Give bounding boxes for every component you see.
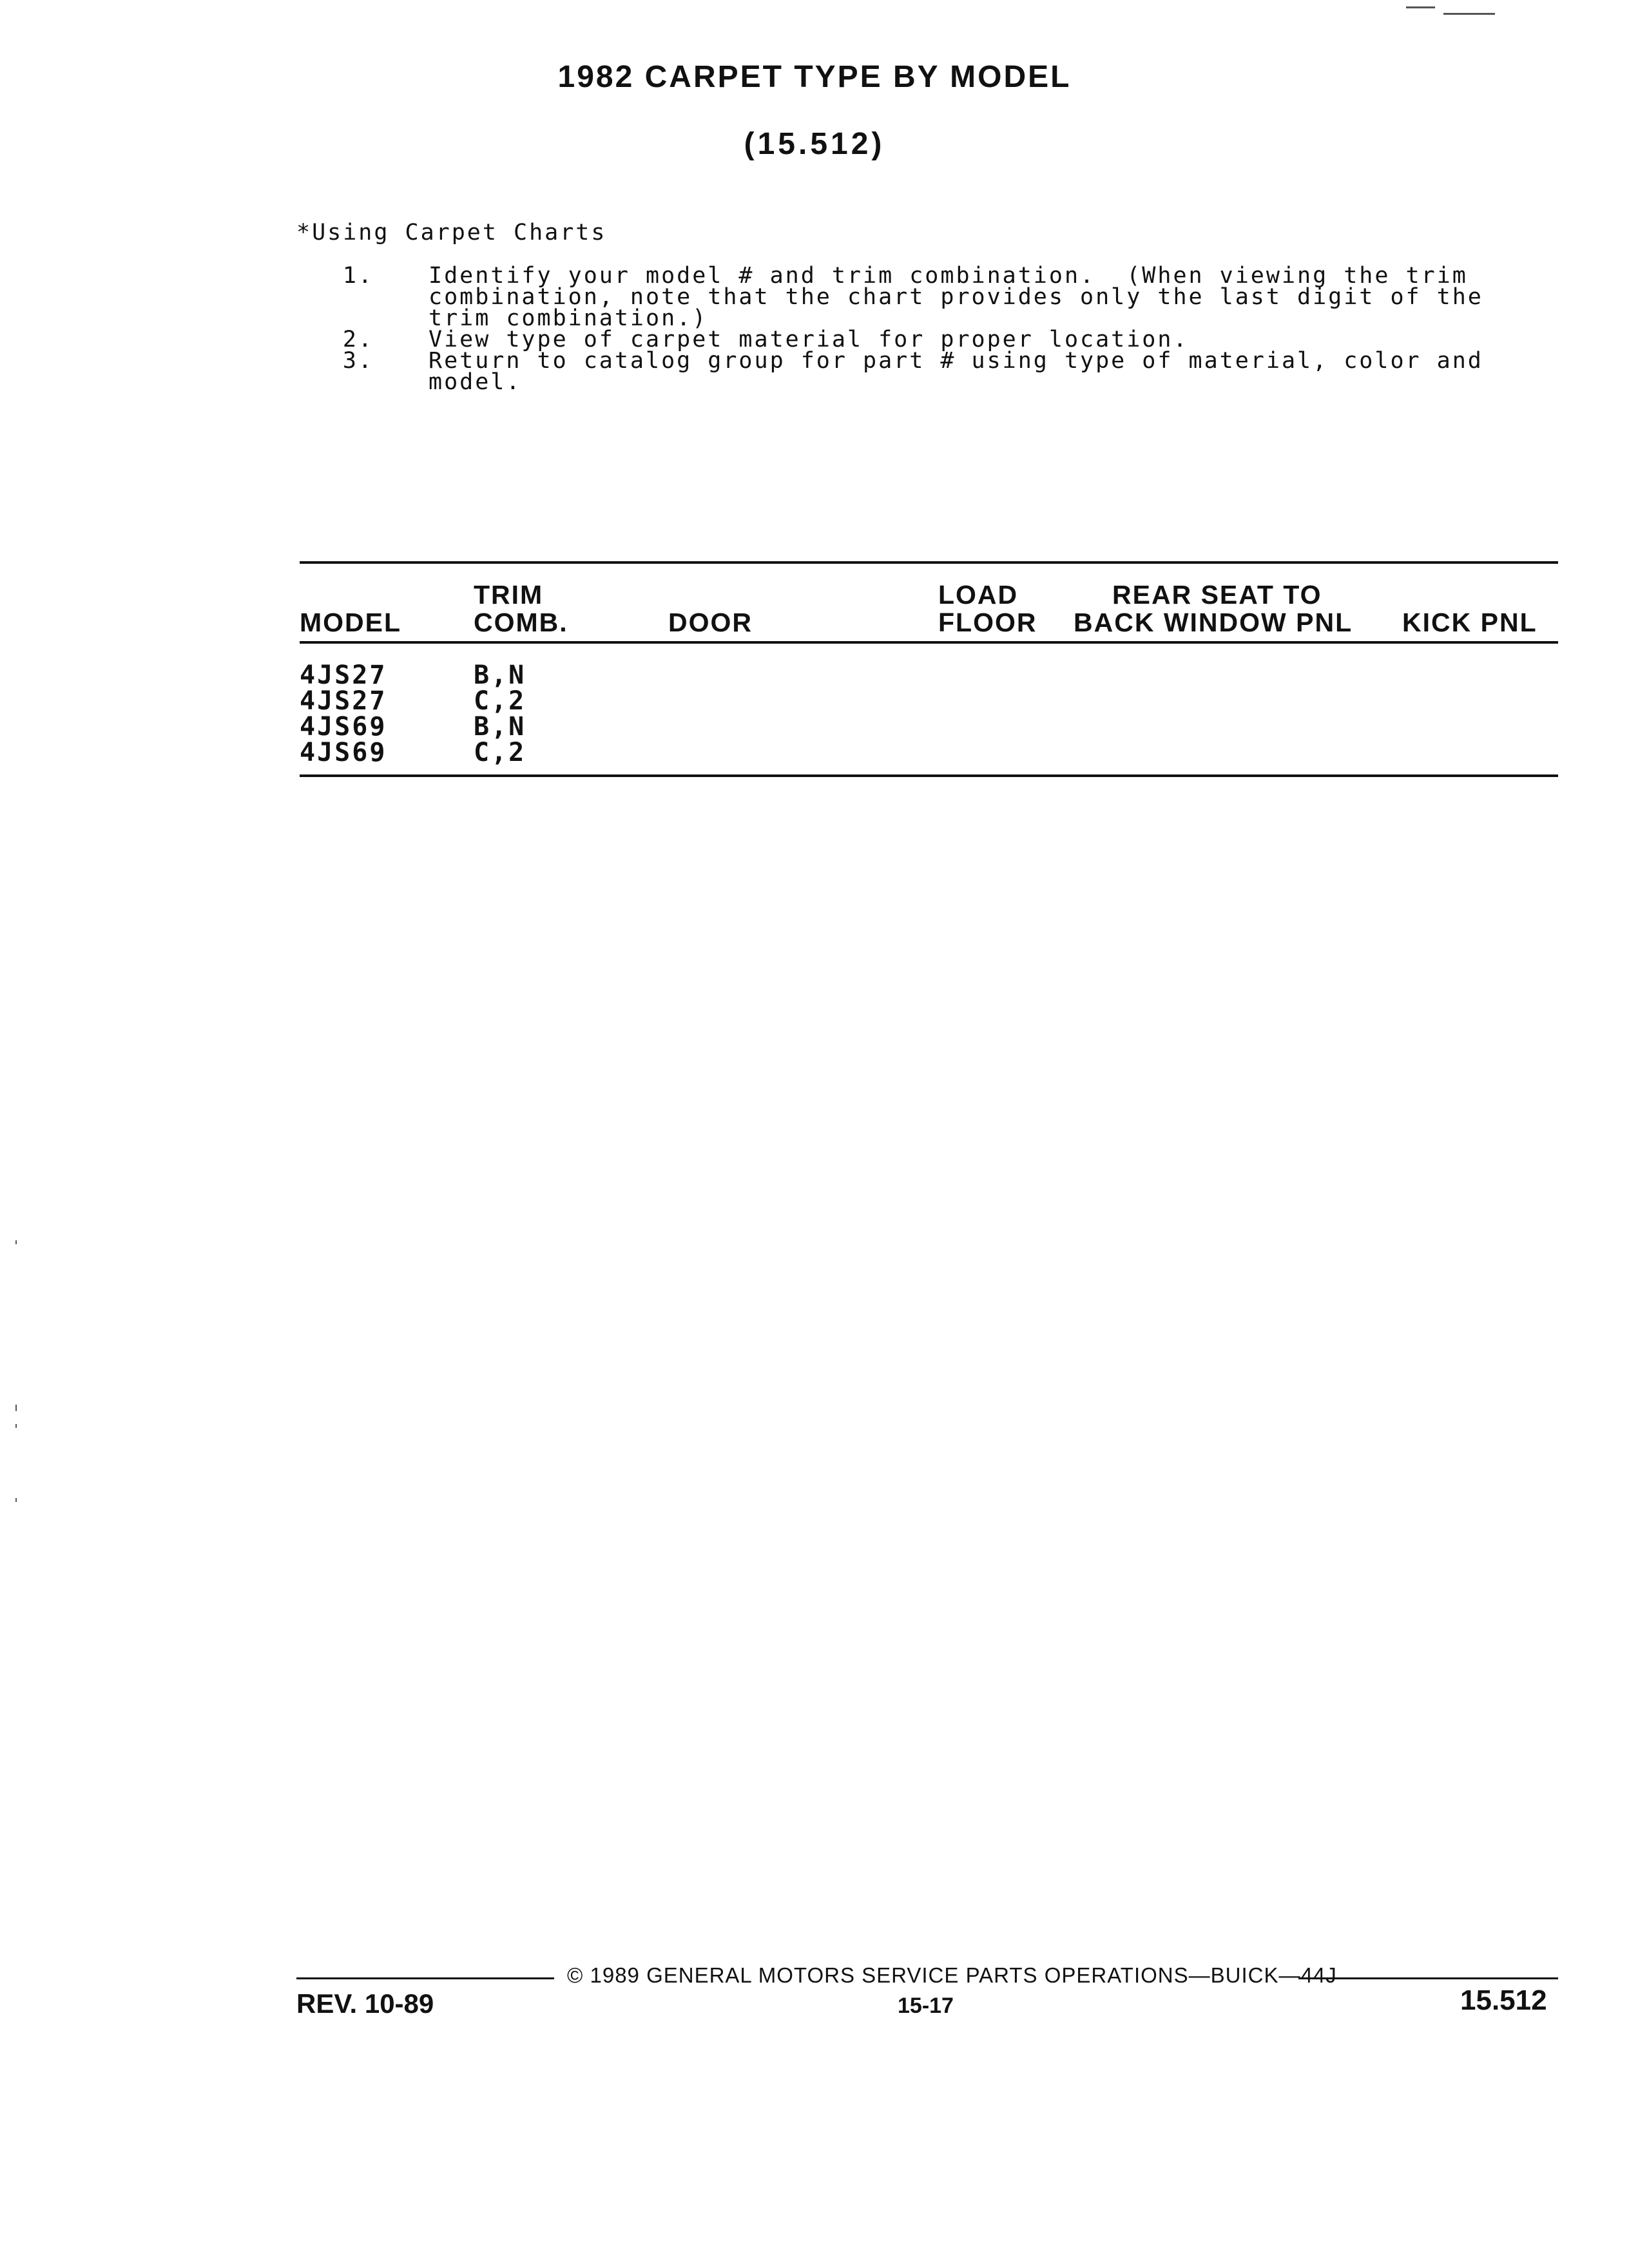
- header-trim-top: TRIM: [474, 580, 544, 610]
- footer-rule-left: [296, 1977, 554, 1979]
- instructions-list: [342, 263, 1511, 395]
- header-load-top: LOAD: [938, 580, 1019, 610]
- row-model: 4JS69: [300, 712, 387, 742]
- footer-rule-right: [1298, 1977, 1558, 1979]
- row-model: 4JS27: [300, 660, 387, 690]
- footer-section-number: 15.512: [1460, 1984, 1547, 2016]
- scan-mark: [1406, 6, 1435, 8]
- row-trim: B,N: [474, 712, 526, 742]
- header-model: MODEL: [300, 608, 402, 637]
- row-trim: B,N: [474, 660, 526, 690]
- header-rear-seat-bottom: BACK WINDOW PNL: [1074, 608, 1353, 637]
- section-code: (15.512): [744, 127, 885, 161]
- footer-page-number: 15-17: [898, 1994, 954, 2018]
- header-trim-bottom: COMB.: [474, 608, 568, 637]
- instruction-text: Identify your model # and trim combination. (When viewing the trim combination, note that the chart provides only the last digit of the trim combination.): [429, 263, 1483, 331]
- header-kick-panel: KICK PNL: [1402, 608, 1537, 637]
- footer-copyright: © 1989 GENERAL MOTORS SERVICE PARTS OPERATIONS—BUICK—44J: [567, 1963, 1337, 1987]
- table-header-rule: [300, 641, 1558, 644]
- instruction-number: 2.: [342, 327, 374, 352]
- row-trim: C,2: [474, 738, 526, 767]
- instruction-number: 3.: [342, 348, 374, 374]
- scan-mark: [15, 1240, 17, 1244]
- page-title: 1982 CARPET TYPE BY MODEL: [557, 60, 1072, 94]
- instructions-heading: *Using Carpet Charts: [296, 220, 607, 245]
- scan-mark: [15, 1405, 17, 1411]
- header-door: DOOR: [668, 608, 753, 637]
- footer-revision: REV. 10-89: [296, 1988, 434, 2019]
- table-bottom-rule: [300, 774, 1558, 777]
- header-load-bottom: FLOOR: [938, 608, 1037, 637]
- header-rear-seat-top: REAR SEAT TO: [1112, 580, 1322, 610]
- table-top-rule: [300, 561, 1558, 564]
- row-model: 4JS27: [300, 686, 387, 716]
- instruction-text: View type of carpet material for proper location.: [429, 327, 1189, 352]
- scan-mark: [1443, 13, 1495, 15]
- instruction-number: 1.: [342, 263, 374, 289]
- row-trim: C,2: [474, 686, 526, 716]
- scan-mark: [15, 1498, 17, 1502]
- scan-mark: [15, 1424, 17, 1428]
- row-model: 4JS69: [300, 738, 387, 767]
- instruction-text: Return to catalog group for part # using type of material, color and model.: [429, 348, 1483, 395]
- instruction-item: [342, 348, 1511, 395]
- instruction-item: [342, 263, 1511, 331]
